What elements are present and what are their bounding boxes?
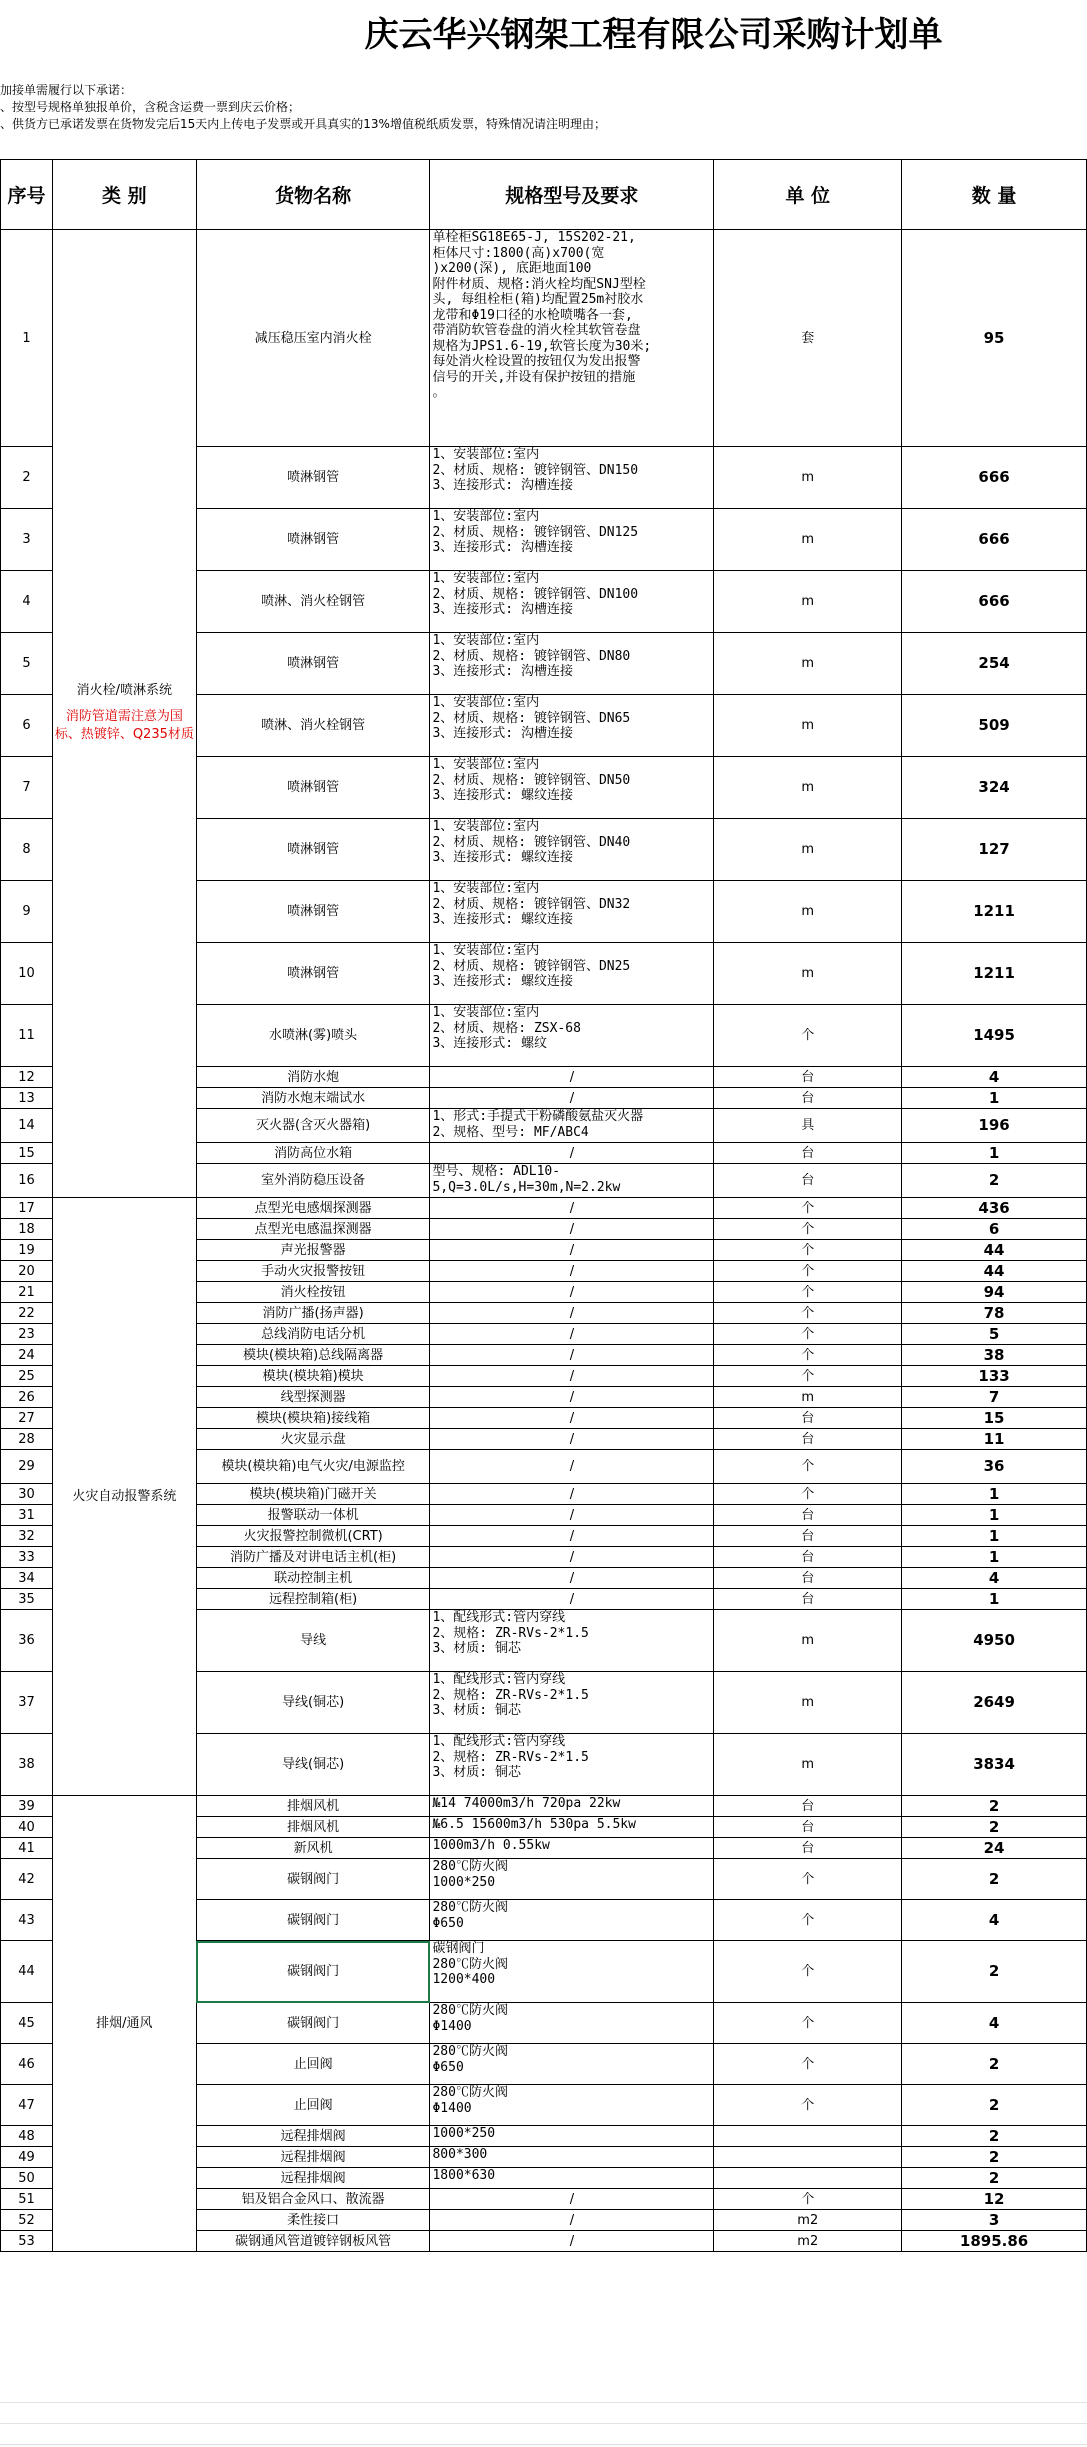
empty-row	[0, 2403, 1087, 2424]
spec-cell[interactable]: 1、安装部位:室内 2、材质、规格: ZSX-68 3、连接形式: 螺纹	[430, 1005, 714, 1067]
unit-cell[interactable]: m	[714, 1610, 902, 1672]
quantity-cell[interactable]: 2	[902, 2044, 1087, 2085]
goods-name-cell[interactable]: 喷淋钢管	[196, 447, 430, 509]
unit-cell[interactable]: 个	[714, 1240, 902, 1261]
goods-name-cell[interactable]: 手动火灾报警按钮	[196, 1261, 430, 1282]
spec-cell[interactable]: /	[430, 1303, 714, 1324]
unit-cell[interactable]: 台	[714, 1067, 902, 1088]
category-cell[interactable]	[52, 1198, 196, 1796]
row-number[interactable]: 31	[1, 1505, 53, 1526]
goods-name-cell[interactable]: 排烟风机	[196, 1817, 430, 1838]
unit-cell[interactable]: 套	[714, 230, 902, 447]
header-row	[1, 160, 1087, 230]
unit-cell[interactable]: 个	[714, 1366, 902, 1387]
goods-name-cell[interactable]: 总线消防电话分机	[196, 1324, 430, 1345]
goods-name-cell[interactable]: 新风机	[196, 1838, 430, 1859]
quantity-cell[interactable]: 666	[902, 447, 1087, 509]
spec-cell[interactable]: 1、安装部位:室内 2、材质、规格: 镀锌钢管、DN150 3、连接形式: 沟槽连接	[430, 447, 714, 509]
quantity-cell[interactable]: 127	[902, 819, 1087, 881]
unit-cell[interactable]: m	[714, 695, 902, 757]
unit-cell[interactable]: 个	[714, 1219, 902, 1240]
spec-cell[interactable]: /	[430, 1143, 714, 1164]
spec-cell[interactable]: /	[430, 1505, 714, 1526]
row-number[interactable]: 30	[1, 1484, 53, 1505]
spec-cell[interactable]: /	[430, 1387, 714, 1408]
spec-cell[interactable]: №6.5 15600m3/h 530pa 5.5kw	[430, 1817, 714, 1838]
quantity-cell[interactable]: 1211	[902, 943, 1087, 1005]
goods-name-cell[interactable]: 声光报警器	[196, 1240, 430, 1261]
note-line: 加接单需履行以下承诺：	[0, 83, 133, 97]
header-unit[interactable]: 单 位	[714, 160, 902, 230]
goods-name-cell[interactable]: 模块(模块箱)门磁开关	[196, 1484, 430, 1505]
quantity-cell[interactable]: 5	[902, 1324, 1087, 1345]
row-number[interactable]: 49	[1, 2147, 53, 2168]
unit-cell[interactable]: m	[714, 1734, 902, 1796]
header-category[interactable]: 类 别	[52, 160, 196, 230]
unit-cell[interactable]: 个	[714, 1303, 902, 1324]
spec-cell[interactable]: 1、安装部位:室内 2、材质、规格: 镀锌钢管、DN50 3、连接形式: 螺纹连接	[430, 757, 714, 819]
row-number[interactable]: 40	[1, 1817, 53, 1838]
empty-row	[0, 2382, 1087, 2403]
spec-cell[interactable]: 1、配线形式:管内穿线 2、规格: ZR-RVs-2*1.5 3、材质: 铜芯	[430, 1734, 714, 1796]
quantity-cell[interactable]: 1	[902, 1547, 1087, 1568]
quantity-cell[interactable]: 133	[902, 1366, 1087, 1387]
quantity-cell[interactable]: 3834	[902, 1734, 1087, 1796]
goods-name-cell[interactable]: 模块(模块箱)模块	[196, 1366, 430, 1387]
goods-name-cell[interactable]: 灭火器(含灭火器箱)	[196, 1109, 430, 1143]
quantity-cell[interactable]: 24	[902, 1838, 1087, 1859]
quantity-cell[interactable]: 2	[902, 2085, 1087, 2126]
document-title: 庆云华兴钢架工程有限公司采购计划单	[364, 15, 943, 55]
empty-row	[0, 2424, 1087, 2445]
unit-cell[interactable]	[714, 2126, 902, 2147]
unit-cell[interactable]: m	[714, 757, 902, 819]
spec-cell[interactable]: /	[430, 2210, 714, 2231]
unit-cell[interactable]	[714, 2168, 902, 2189]
unit-cell[interactable]: m	[714, 943, 902, 1005]
goods-name-cell[interactable]: 喷淋钢管	[196, 881, 430, 943]
unit-cell[interactable]: 个	[714, 2085, 902, 2126]
spec-cell[interactable]: 1、配线形式:管内穿线 2、规格: ZR-RVs-2*1.5 3、材质: 铜芯	[430, 1610, 714, 1672]
goods-name-cell[interactable]: 碳钢通风管道镀锌钢板风管	[196, 2231, 430, 2252]
unit-cell[interactable]: m	[714, 447, 902, 509]
unit-cell[interactable]: 台	[714, 1568, 902, 1589]
unit-cell[interactable]: 个	[714, 1859, 902, 1900]
goods-name-cell[interactable]: 联动控制主机	[196, 1568, 430, 1589]
quantity-cell[interactable]: 4950	[902, 1610, 1087, 1672]
row-number[interactable]: 14	[1, 1109, 53, 1143]
row-number[interactable]: 33	[1, 1547, 53, 1568]
unit-cell[interactable]: m	[714, 881, 902, 943]
unit-cell[interactable]: 台	[714, 1164, 902, 1198]
quantity-cell[interactable]: 509	[902, 695, 1087, 757]
row-number[interactable]: 50	[1, 2168, 53, 2189]
quantity-cell[interactable]: 2	[902, 1164, 1087, 1198]
unit-cell[interactable]: 个	[714, 1450, 902, 1484]
goods-name-cell[interactable]: 喷淋钢管	[196, 757, 430, 819]
unit-cell[interactable]: m	[714, 1387, 902, 1408]
row-number[interactable]: 53	[1, 2231, 53, 2252]
quantity-cell[interactable]: 666	[902, 509, 1087, 571]
quantity-cell[interactable]: 95	[902, 230, 1087, 447]
header-qty[interactable]: 数 量	[902, 160, 1087, 230]
row-number[interactable]: 52	[1, 2210, 53, 2231]
spec-cell[interactable]: 1800*630	[430, 2168, 714, 2189]
goods-name-cell[interactable]: 消防水炮末端试水	[196, 1088, 430, 1109]
quantity-cell[interactable]: 78	[902, 1303, 1087, 1324]
goods-name-cell[interactable]: 喷淋、消火栓钢管	[196, 695, 430, 757]
row-number[interactable]: 34	[1, 1568, 53, 1589]
unit-cell[interactable]: m	[714, 1672, 902, 1734]
empty-sheet-rows	[0, 2382, 1087, 2447]
unit-cell[interactable]: m2	[714, 2231, 902, 2252]
quantity-cell[interactable]: 1	[902, 1143, 1087, 1164]
unit-cell[interactable]: 个	[714, 1941, 902, 2003]
row-number[interactable]: 37	[1, 1672, 53, 1734]
row-number[interactable]: 32	[1, 1526, 53, 1547]
goods-name-cell[interactable]: 碳钢阀门	[196, 1900, 430, 1941]
header-spec[interactable]: 规格型号及要求	[430, 160, 714, 230]
quantity-cell[interactable]: 196	[902, 1109, 1087, 1143]
unit-cell[interactable]: 个	[714, 1345, 902, 1366]
row-number[interactable]: 2	[1, 447, 53, 509]
spec-cell[interactable]: 280℃防火阀 Φ650	[430, 2044, 714, 2085]
goods-name-cell[interactable]: 模块(模块箱)接线箱	[196, 1408, 430, 1429]
row-number[interactable]: 18	[1, 1219, 53, 1240]
row-number[interactable]: 46	[1, 2044, 53, 2085]
quantity-cell[interactable]: 1	[902, 1589, 1087, 1610]
row-number[interactable]: 23	[1, 1324, 53, 1345]
spec-cell[interactable]: /	[430, 1345, 714, 1366]
goods-name-cell[interactable]: 消防水炮	[196, 1067, 430, 1088]
spec-cell[interactable]: /	[430, 1240, 714, 1261]
goods-name-cell[interactable]: 止回阀	[196, 2044, 430, 2085]
quantity-cell[interactable]: 2	[902, 1859, 1087, 1900]
unit-cell[interactable]: m	[714, 819, 902, 881]
header-goods-name[interactable]: 货物名称	[196, 160, 430, 230]
row-number[interactable]: 43	[1, 1900, 53, 1941]
spec-cell[interactable]: 280℃防火阀 Φ650	[430, 1900, 714, 1941]
quantity-cell[interactable]: 3	[902, 2210, 1087, 2231]
quantity-cell[interactable]: 2	[902, 1817, 1087, 1838]
unit-cell[interactable]: 台	[714, 1526, 902, 1547]
row-number[interactable]: 47	[1, 2085, 53, 2126]
category-label: 排烟/通风	[96, 2016, 153, 2031]
row-number[interactable]: 28	[1, 1429, 53, 1450]
category-label: 消火栓/喷淋系统	[76, 683, 173, 698]
spec-cell[interactable]: 单栓柜SG18E65-J, 15S202-21, 柜体尺寸:1800(高)x700(宽 )x200(深), 底距地面100 附件材质、规格:消火栓均配SNJ型栓 头, 每组栓柜(箱)均配置25m衬胶水 龙带和Φ19口径的水枪喷嘴各一套, 带消防软管卷盘的消火栓其软管卷盘 规格为JPS1.6-19,软管长度为30米; 每处消火栓设置的按钮仅为发出报警 信号的开关,并设有保护按钮的措施 。	[430, 230, 714, 447]
quantity-cell[interactable]: 2	[902, 1941, 1087, 2003]
unit-cell[interactable]: 个	[714, 1484, 902, 1505]
row-number[interactable]: 29	[1, 1450, 53, 1484]
row-number[interactable]: 17	[1, 1198, 53, 1219]
spec-cell[interactable]: 1、形式:手提式干粉磷酸氨盐灭火器 2、规格、型号: MF/ABC4	[430, 1109, 714, 1143]
row-number[interactable]: 35	[1, 1589, 53, 1610]
goods-name-cell[interactable]: 碳钢阀门	[196, 2003, 430, 2044]
quantity-cell[interactable]: 324	[902, 757, 1087, 819]
quantity-cell[interactable]: 1	[902, 1505, 1087, 1526]
spec-cell[interactable]: 1、安装部位:室内 2、材质、规格: 镀锌钢管、DN65 3、连接形式: 沟槽连接	[430, 695, 714, 757]
unit-cell[interactable]: 台	[714, 1796, 902, 1817]
category-cell[interactable]	[52, 1796, 196, 2252]
goods-name-cell[interactable]: 碳钢阀门	[196, 1859, 430, 1900]
goods-name-cell[interactable]: 消防广播及对讲电话主机(柜)	[196, 1547, 430, 1568]
unit-cell[interactable]: 个	[714, 2044, 902, 2085]
note-line: 、按型号规格单独报单价，含税含运费一票到庆云价格；	[0, 100, 301, 114]
goods-name-cell[interactable]: 碳钢阀门	[196, 1941, 430, 2003]
row-number[interactable]: 12	[1, 1067, 53, 1088]
unit-cell[interactable]: 个	[714, 1261, 902, 1282]
spec-cell[interactable]: /	[430, 1324, 714, 1345]
spec-cell[interactable]: 1、安装部位:室内 2、材质、规格: 镀锌钢管、DN32 3、连接形式: 螺纹连接	[430, 881, 714, 943]
row-number[interactable]: 6	[1, 695, 53, 757]
goods-name-cell[interactable]: 喷淋钢管	[196, 509, 430, 571]
goods-name-cell[interactable]: 水喷淋(雾)喷头	[196, 1005, 430, 1067]
row-number[interactable]: 4	[1, 571, 53, 633]
table-row	[1, 1796, 1087, 1817]
spec-cell[interactable]: 1000*250	[430, 2126, 714, 2147]
row-number[interactable]: 44	[1, 1941, 53, 2003]
goods-name-cell[interactable]: 模块(模块箱)总线隔离器	[196, 1345, 430, 1366]
quantity-cell[interactable]: 44	[902, 1261, 1087, 1282]
spec-cell[interactable]: /	[430, 1429, 714, 1450]
row-number[interactable]: 7	[1, 757, 53, 819]
quantity-cell[interactable]: 36	[902, 1450, 1087, 1484]
unit-cell[interactable]: 台	[714, 1817, 902, 1838]
spec-cell[interactable]: /	[430, 1568, 714, 1589]
spec-cell[interactable]: /	[430, 1067, 714, 1088]
unit-cell[interactable]: 个	[714, 1005, 902, 1067]
goods-name-cell[interactable]: 喷淋、消火栓钢管	[196, 571, 430, 633]
goods-name-cell[interactable]: 线型探测器	[196, 1387, 430, 1408]
unit-cell[interactable]: 个	[714, 2003, 902, 2044]
quantity-cell[interactable]: 11	[902, 1429, 1087, 1450]
row-number[interactable]: 20	[1, 1261, 53, 1282]
unit-cell[interactable]: 台	[714, 1088, 902, 1109]
goods-name-cell[interactable]: 导线(铜芯)	[196, 1734, 430, 1796]
spec-cell[interactable]: /	[430, 1198, 714, 1219]
goods-name-cell[interactable]: 铝及铝合金风口、散流器	[196, 2189, 430, 2210]
quantity-cell[interactable]: 94	[902, 1282, 1087, 1303]
row-number[interactable]: 13	[1, 1088, 53, 1109]
quantity-cell[interactable]: 1	[902, 1088, 1087, 1109]
spec-cell[interactable]: /	[430, 1484, 714, 1505]
spec-cell[interactable]: /	[430, 2189, 714, 2210]
spec-cell[interactable]: 1、安装部位:室内 2、材质、规格: 镀锌钢管、DN25 3、连接形式: 螺纹连接	[430, 943, 714, 1005]
goods-name-cell[interactable]: 远程排烟阀	[196, 2147, 430, 2168]
goods-name-cell[interactable]: 喷淋钢管	[196, 943, 430, 1005]
goods-name-cell[interactable]: 点型光电感温探测器	[196, 1219, 430, 1240]
unit-cell[interactable]: 个	[714, 2189, 902, 2210]
unit-cell[interactable]: 台	[714, 1838, 902, 1859]
row-number[interactable]: 26	[1, 1387, 53, 1408]
goods-name-cell[interactable]: 导线(铜芯)	[196, 1672, 430, 1734]
table-row	[1, 230, 1087, 447]
spec-cell[interactable]: 1、安装部位:室内 2、材质、规格: 镀锌钢管、DN40 3、连接形式: 螺纹连接	[430, 819, 714, 881]
row-number[interactable]: 38	[1, 1734, 53, 1796]
goods-name-cell[interactable]: 导线	[196, 1610, 430, 1672]
quantity-cell[interactable]: 7	[902, 1387, 1087, 1408]
quantity-cell[interactable]: 12	[902, 2189, 1087, 2210]
unit-cell[interactable]: 个	[714, 1324, 902, 1345]
spec-cell[interactable]: №14 74000m3/h 720pa 22kw	[430, 1796, 714, 1817]
spec-cell[interactable]: /	[430, 1219, 714, 1240]
unit-cell[interactable]: 台	[714, 1589, 902, 1610]
row-number[interactable]: 8	[1, 819, 53, 881]
goods-name-cell[interactable]: 消防高位水箱	[196, 1143, 430, 1164]
goods-name-cell[interactable]: 室外消防稳压设备	[196, 1164, 430, 1198]
row-number[interactable]: 45	[1, 2003, 53, 2044]
spec-cell[interactable]: 碳钢阀门 280℃防火阀 1200*400	[430, 1941, 714, 2003]
quantity-cell[interactable]: 4	[902, 2003, 1087, 2044]
goods-name-cell[interactable]: 止回阀	[196, 2085, 430, 2126]
spec-cell[interactable]: 1、安装部位:室内 2、材质、规格: 镀锌钢管、DN100 3、连接形式: 沟槽连接	[430, 571, 714, 633]
spec-cell[interactable]: 1000m3/h 0.55kw	[430, 1838, 714, 1859]
row-number[interactable]: 24	[1, 1345, 53, 1366]
row-number[interactable]: 10	[1, 943, 53, 1005]
note-line: 、供货方已承诺发票在货物发完后15天内上传电子发票或开具真实的13%增值税纸质发票，特殊情况请注明理由；	[0, 117, 606, 131]
goods-name-cell[interactable]: 火灾报警控制微机(CRT)	[196, 1526, 430, 1547]
row-number[interactable]: 41	[1, 1838, 53, 1859]
goods-name-cell[interactable]: 远程排烟阀	[196, 2168, 430, 2189]
row-number[interactable]: 39	[1, 1796, 53, 1817]
goods-name-cell[interactable]: 排烟风机	[196, 1796, 430, 1817]
quantity-cell[interactable]: 436	[902, 1198, 1087, 1219]
unit-cell[interactable]: m	[714, 633, 902, 695]
row-number[interactable]: 48	[1, 2126, 53, 2147]
spec-cell[interactable]: /	[430, 1450, 714, 1484]
goods-name-cell[interactable]: 减压稳压室内消火栓	[196, 230, 430, 447]
quantity-cell[interactable]: 6	[902, 1219, 1087, 1240]
quantity-cell[interactable]: 1	[902, 1484, 1087, 1505]
row-number[interactable]: 19	[1, 1240, 53, 1261]
row-number[interactable]: 3	[1, 509, 53, 571]
row-number[interactable]: 21	[1, 1282, 53, 1303]
row-number[interactable]: 36	[1, 1610, 53, 1672]
quantity-cell[interactable]: 2649	[902, 1672, 1087, 1734]
category-label: 火灾自动报警系统	[72, 1489, 177, 1504]
spec-cell[interactable]: /	[430, 1547, 714, 1568]
unit-cell[interactable]: 台	[714, 1505, 902, 1526]
row-number[interactable]: 5	[1, 633, 53, 695]
spec-cell[interactable]: /	[430, 1526, 714, 1547]
row-number[interactable]: 42	[1, 1859, 53, 1900]
unit-cell[interactable]	[714, 2147, 902, 2168]
unit-cell[interactable]: m2	[714, 2210, 902, 2231]
goods-name-cell[interactable]: 消防广播(扬声器)	[196, 1303, 430, 1324]
category-cell[interactable]	[52, 230, 196, 1198]
row-number[interactable]: 25	[1, 1366, 53, 1387]
quantity-cell[interactable]: 2	[902, 2126, 1087, 2147]
row-number[interactable]: 11	[1, 1005, 53, 1067]
row-number[interactable]: 16	[1, 1164, 53, 1198]
spec-cell[interactable]: 型号、规格: ADL10- 5,Q=3.0L/s,H=30m,N=2.2kw	[430, 1164, 714, 1198]
goods-name-cell[interactable]: 远程控制箱(柜)	[196, 1589, 430, 1610]
goods-name-cell[interactable]: 报警联动一体机	[196, 1505, 430, 1526]
spec-cell[interactable]: /	[430, 1261, 714, 1282]
procurement-table	[0, 159, 1087, 2252]
unit-cell[interactable]: 个	[714, 1198, 902, 1219]
unit-cell[interactable]: 台	[714, 1547, 902, 1568]
table-row	[1, 1198, 1087, 1219]
quantity-cell[interactable]: 44	[902, 1240, 1087, 1261]
quantity-cell[interactable]: 1495	[902, 1005, 1087, 1067]
unit-cell[interactable]: 个	[714, 1900, 902, 1941]
header-no[interactable]: 序号	[1, 160, 53, 230]
spec-cell[interactable]: /	[430, 1282, 714, 1303]
goods-name-cell[interactable]: 模块(模块箱)电气火灾/电源监控	[196, 1450, 430, 1484]
category-warning-note: 消防管道需注意为国标、热镀锌、Q235材质	[54, 709, 194, 742]
unit-cell[interactable]: 个	[714, 1282, 902, 1303]
row-number[interactable]: 9	[1, 881, 53, 943]
quantity-cell[interactable]: 15	[902, 1408, 1087, 1429]
goods-name-cell[interactable]: 喷淋钢管	[196, 819, 430, 881]
spec-cell[interactable]: 280℃防火阀 1000*250	[430, 1859, 714, 1900]
quantity-cell[interactable]: 4	[902, 1067, 1087, 1088]
quantity-cell[interactable]: 4	[902, 1900, 1087, 1941]
goods-name-cell[interactable]: 消火栓按钮	[196, 1282, 430, 1303]
quantity-cell[interactable]: 1	[902, 1526, 1087, 1547]
unit-cell[interactable]: 台	[714, 1143, 902, 1164]
spec-cell[interactable]: 800*300	[430, 2147, 714, 2168]
goods-name-cell[interactable]: 点型光电感烟探测器	[196, 1198, 430, 1219]
quantity-cell[interactable]: 4	[902, 1568, 1087, 1589]
goods-name-cell[interactable]: 喷淋钢管	[196, 633, 430, 695]
quantity-cell[interactable]: 1211	[902, 881, 1087, 943]
spec-cell[interactable]: 280℃防火阀 Φ1400	[430, 2003, 714, 2044]
goods-name-cell[interactable]: 远程排烟阀	[196, 2126, 430, 2147]
unit-cell[interactable]: 台	[714, 1408, 902, 1429]
quantity-cell[interactable]: 254	[902, 633, 1087, 695]
spec-cell[interactable]: 1、配线形式:管内穿线 2、规格: ZR-RVs-2*1.5 3、材质: 铜芯	[430, 1672, 714, 1734]
row-number[interactable]: 15	[1, 1143, 53, 1164]
unit-cell[interactable]: m	[714, 509, 902, 571]
goods-name-cell[interactable]: 火灾显示盘	[196, 1429, 430, 1450]
quantity-cell[interactable]: 2	[902, 2168, 1087, 2189]
quantity-cell[interactable]: 666	[902, 571, 1087, 633]
unit-cell[interactable]: 台	[714, 1429, 902, 1450]
unit-cell[interactable]: 具	[714, 1109, 902, 1143]
spec-cell[interactable]: /	[430, 1408, 714, 1429]
goods-name-cell[interactable]: 柔性接口	[196, 2210, 430, 2231]
quantity-cell[interactable]: 2	[902, 1796, 1087, 1817]
spec-cell[interactable]: 1、安装部位:室内 2、材质、规格: 镀锌钢管、DN125 3、连接形式: 沟槽连接	[430, 509, 714, 571]
quantity-cell[interactable]: 2	[902, 2147, 1087, 2168]
unit-cell[interactable]: m	[714, 571, 902, 633]
row-number[interactable]: 1	[1, 230, 53, 447]
quantity-cell[interactable]: 1895.86	[902, 2231, 1087, 2252]
spec-cell[interactable]: /	[430, 1366, 714, 1387]
spec-cell[interactable]: /	[430, 1088, 714, 1109]
spec-cell[interactable]: 1、安装部位:室内 2、材质、规格: 镀锌钢管、DN80 3、连接形式: 沟槽连接	[430, 633, 714, 695]
row-number[interactable]: 27	[1, 1408, 53, 1429]
spec-cell[interactable]: /	[430, 1589, 714, 1610]
row-number[interactable]: 22	[1, 1303, 53, 1324]
row-number[interactable]: 51	[1, 2189, 53, 2210]
spec-cell[interactable]: 280℃防火阀 Φ1400	[430, 2085, 714, 2126]
quantity-cell[interactable]: 38	[902, 1345, 1087, 1366]
spec-cell[interactable]: /	[430, 2231, 714, 2252]
